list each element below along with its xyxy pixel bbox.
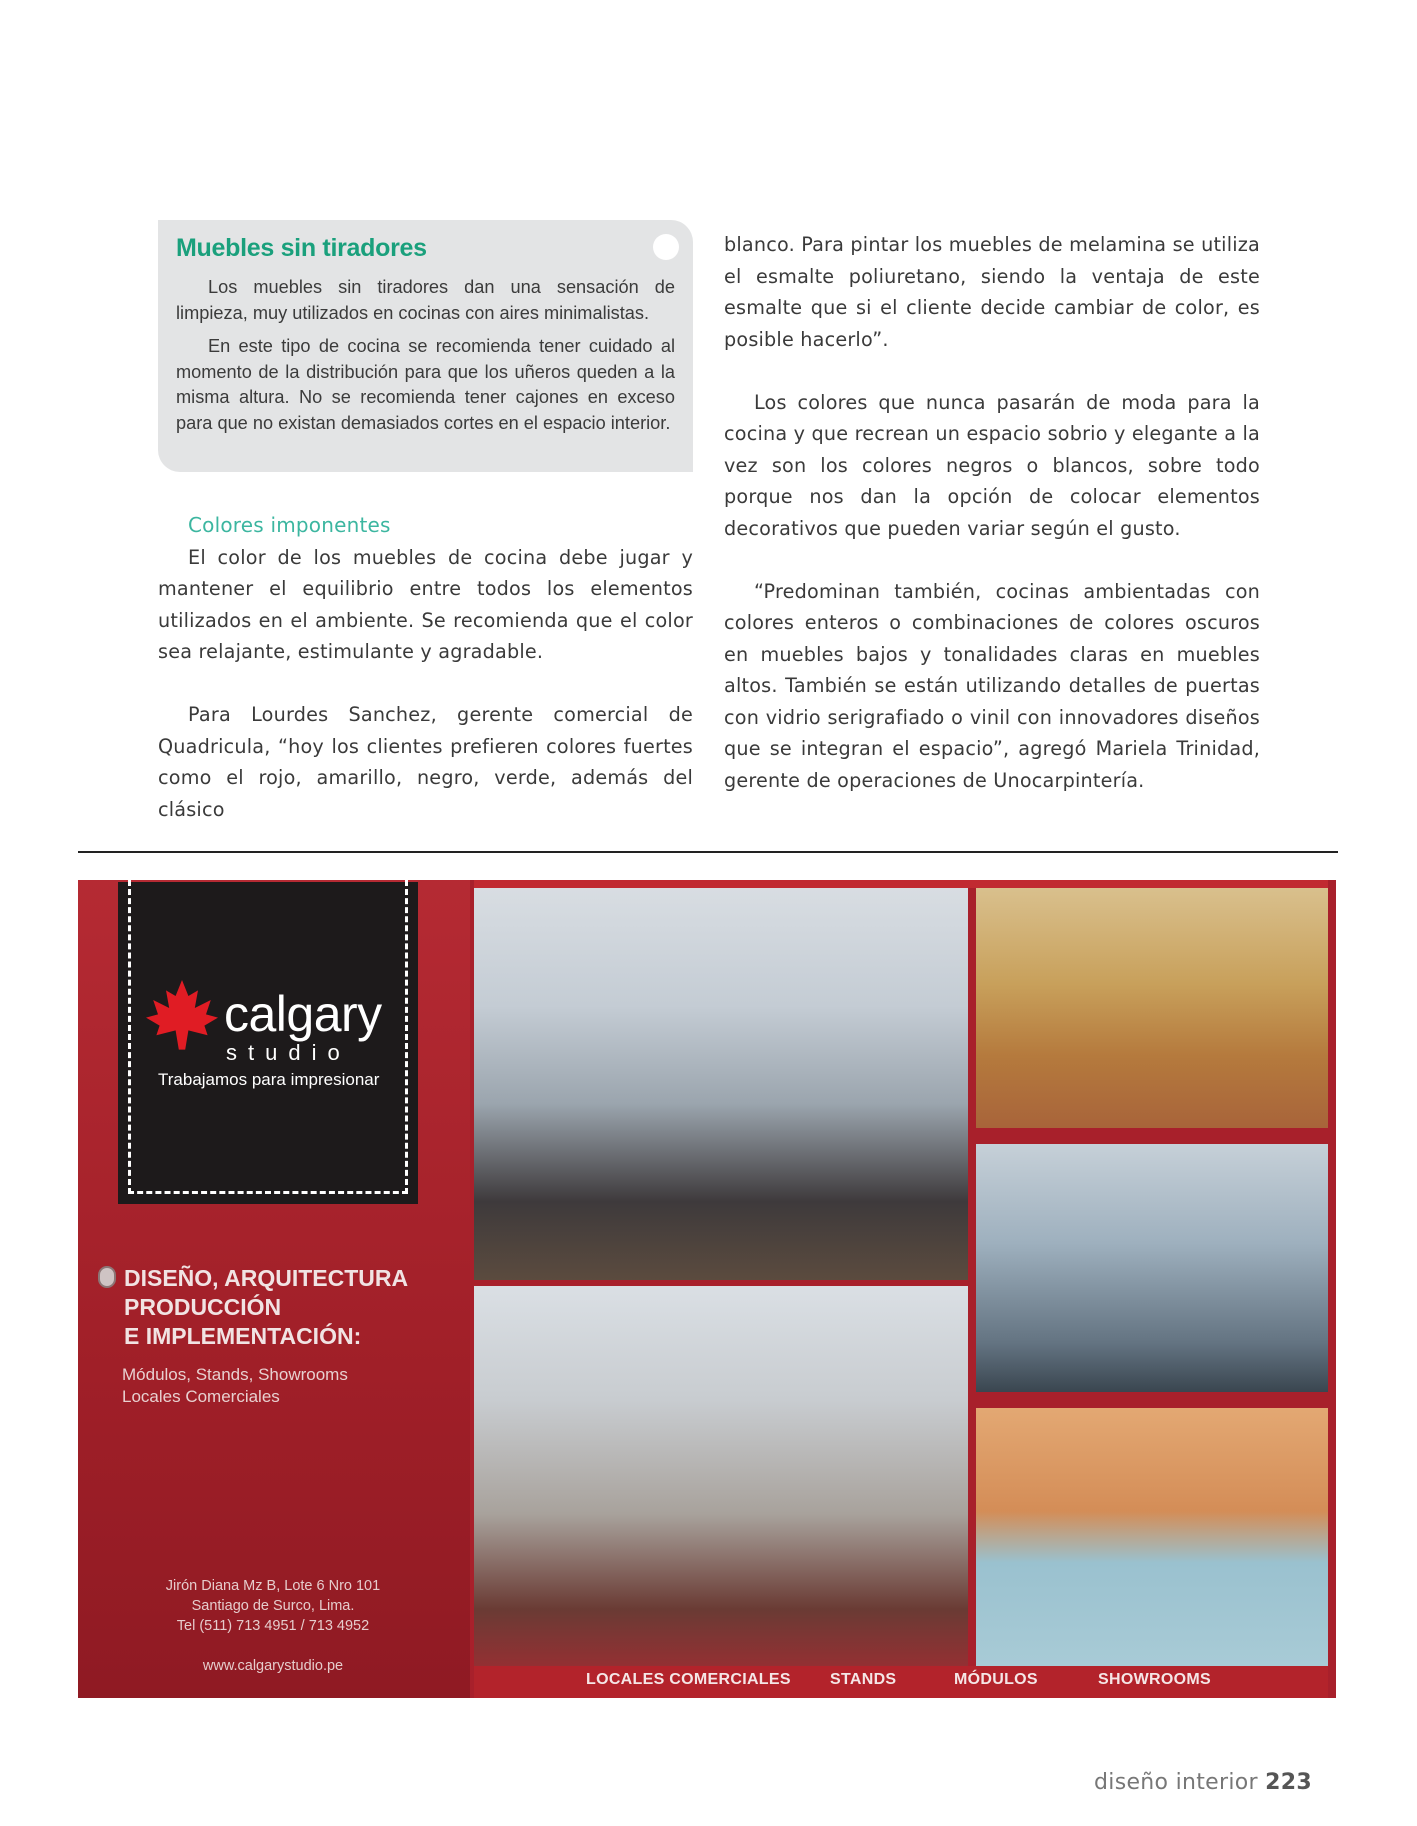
right-paragraph-3: “Predominan también, cocinas ambientadas con colores enteros o combinaciones de colores oscuros en muebles bajos y tonalidades claras en muebles altos. También se están utilizando detalles de puertas con vidrio serigrafiado o vinil con innovadores diseños que se integran el espacio”, agregó Mariela Trinidad, gerente de operaciones de Unocarpintería. <box>724 579 1260 792</box>
ad-address-line-2: Santiago de Surco, Lima. <box>191 1598 355 1614</box>
left-column <box>158 510 693 825</box>
banner-item-locales: LOCALES COMERCIALES <box>586 1671 791 1688</box>
sidebar-box <box>158 220 693 472</box>
ad-headline <box>124 1264 408 1351</box>
banner-item-stands: STANDS <box>830 1671 897 1688</box>
ad-left-panel <box>78 880 470 1698</box>
left-paragraph-1: El color de los muebles de cocina debe jugar y mantener el equilibrio entre todos los elementos utilizados en el ambiente. Se recomienda que el color sea relajante, estimulante y agradable. <box>158 545 693 663</box>
banner-item-modulos: MÓDULOS <box>954 1671 1038 1688</box>
ad-services <box>122 1364 348 1408</box>
right-paragraph-2: Los colores que nunca pasarán de moda para la cocina y que recrean un espacio sobrio y elegante a la vez son los colores negros o blancos, sobre todo porque nos dan la opción de colocar elementos decorativos que pueden variar según el gusto. <box>724 390 1260 540</box>
left-paragraph-2: Para Lourdes Sanchez, gerente comercial de Quadricula, “hoy los clientes prefieren colores fuertes como el rojo, amarillo, negro, verde, además del clásico <box>158 703 693 821</box>
right-column <box>724 229 1260 796</box>
store-photo-1 <box>976 888 1328 1128</box>
section-subheading: Colores imponentes <box>188 513 391 537</box>
stand-photo-2 <box>474 1286 968 1666</box>
maple-leaf-icon <box>142 976 222 1056</box>
ad-phone: Tel (511) 713 4951 / 713 4952 <box>176 1618 370 1634</box>
ad-address-line-1: Jirón Diana Mz B, Lote 6 Nro 101 <box>165 1578 381 1594</box>
circle-icon <box>653 234 679 260</box>
sidebar-title: Muebles sin tiradores <box>176 234 427 262</box>
store-photo-3 <box>976 1408 1328 1666</box>
ad-address <box>108 1576 438 1636</box>
brand-sub: studio <box>226 1040 351 1065</box>
ad-services-line-2: Locales Comerciales <box>122 1387 280 1406</box>
ad-services-line-1: Módulos, Stands, Showrooms <box>122 1365 348 1384</box>
store-photo-2 <box>976 1144 1328 1392</box>
right-paragraph-1: blanco. Para pintar los muebles de melamina se utiliza el esmalte poliuretano, siendo la ventaja de este esmalte que si el cliente decide cambiar de color, es posible hacerlo”. <box>724 233 1260 351</box>
brand-name: calgary <box>224 986 382 1042</box>
brand-tagline: Trabajamos para impresionar <box>158 1070 380 1089</box>
ad-headline-line-1: DISEÑO, ARQUITECTURA <box>124 1265 409 1291</box>
ad-headline-line-3: E IMPLEMENTACIÓN: <box>124 1323 362 1349</box>
ad-headline-line-2: PRODUCCIÓN <box>124 1294 282 1320</box>
sidebar-paragraph-1: Los muebles sin tiradores dan una sensación de limpieza, muy utilizados en cocinas con aires minimalistas. <box>176 277 675 323</box>
stand-photo-1 <box>474 888 968 1280</box>
horizontal-rule <box>78 851 1338 853</box>
ad-category-banner <box>474 1666 1328 1698</box>
ad-website: www.calgarystudio.pe <box>202 1658 344 1674</box>
ad-top-strip <box>474 880 1328 888</box>
banner-item-showrooms: SHOWROOMS <box>1098 1671 1211 1688</box>
calgary-advertisement <box>78 880 1336 1698</box>
bullet-icon <box>98 1266 116 1288</box>
page-number: 223 <box>1265 1770 1312 1795</box>
folio-section: diseño interior <box>1094 1770 1258 1795</box>
page-folio <box>1094 1770 1312 1795</box>
sidebar-paragraph-2: En este tipo de cocina se recomienda tener cuidado al momento de la distribución para que los uñeros queden a la misma altura. No se recomienda tener cajones en exceso para que no existan demasiados cortes en el espacio interior. <box>176 336 675 433</box>
